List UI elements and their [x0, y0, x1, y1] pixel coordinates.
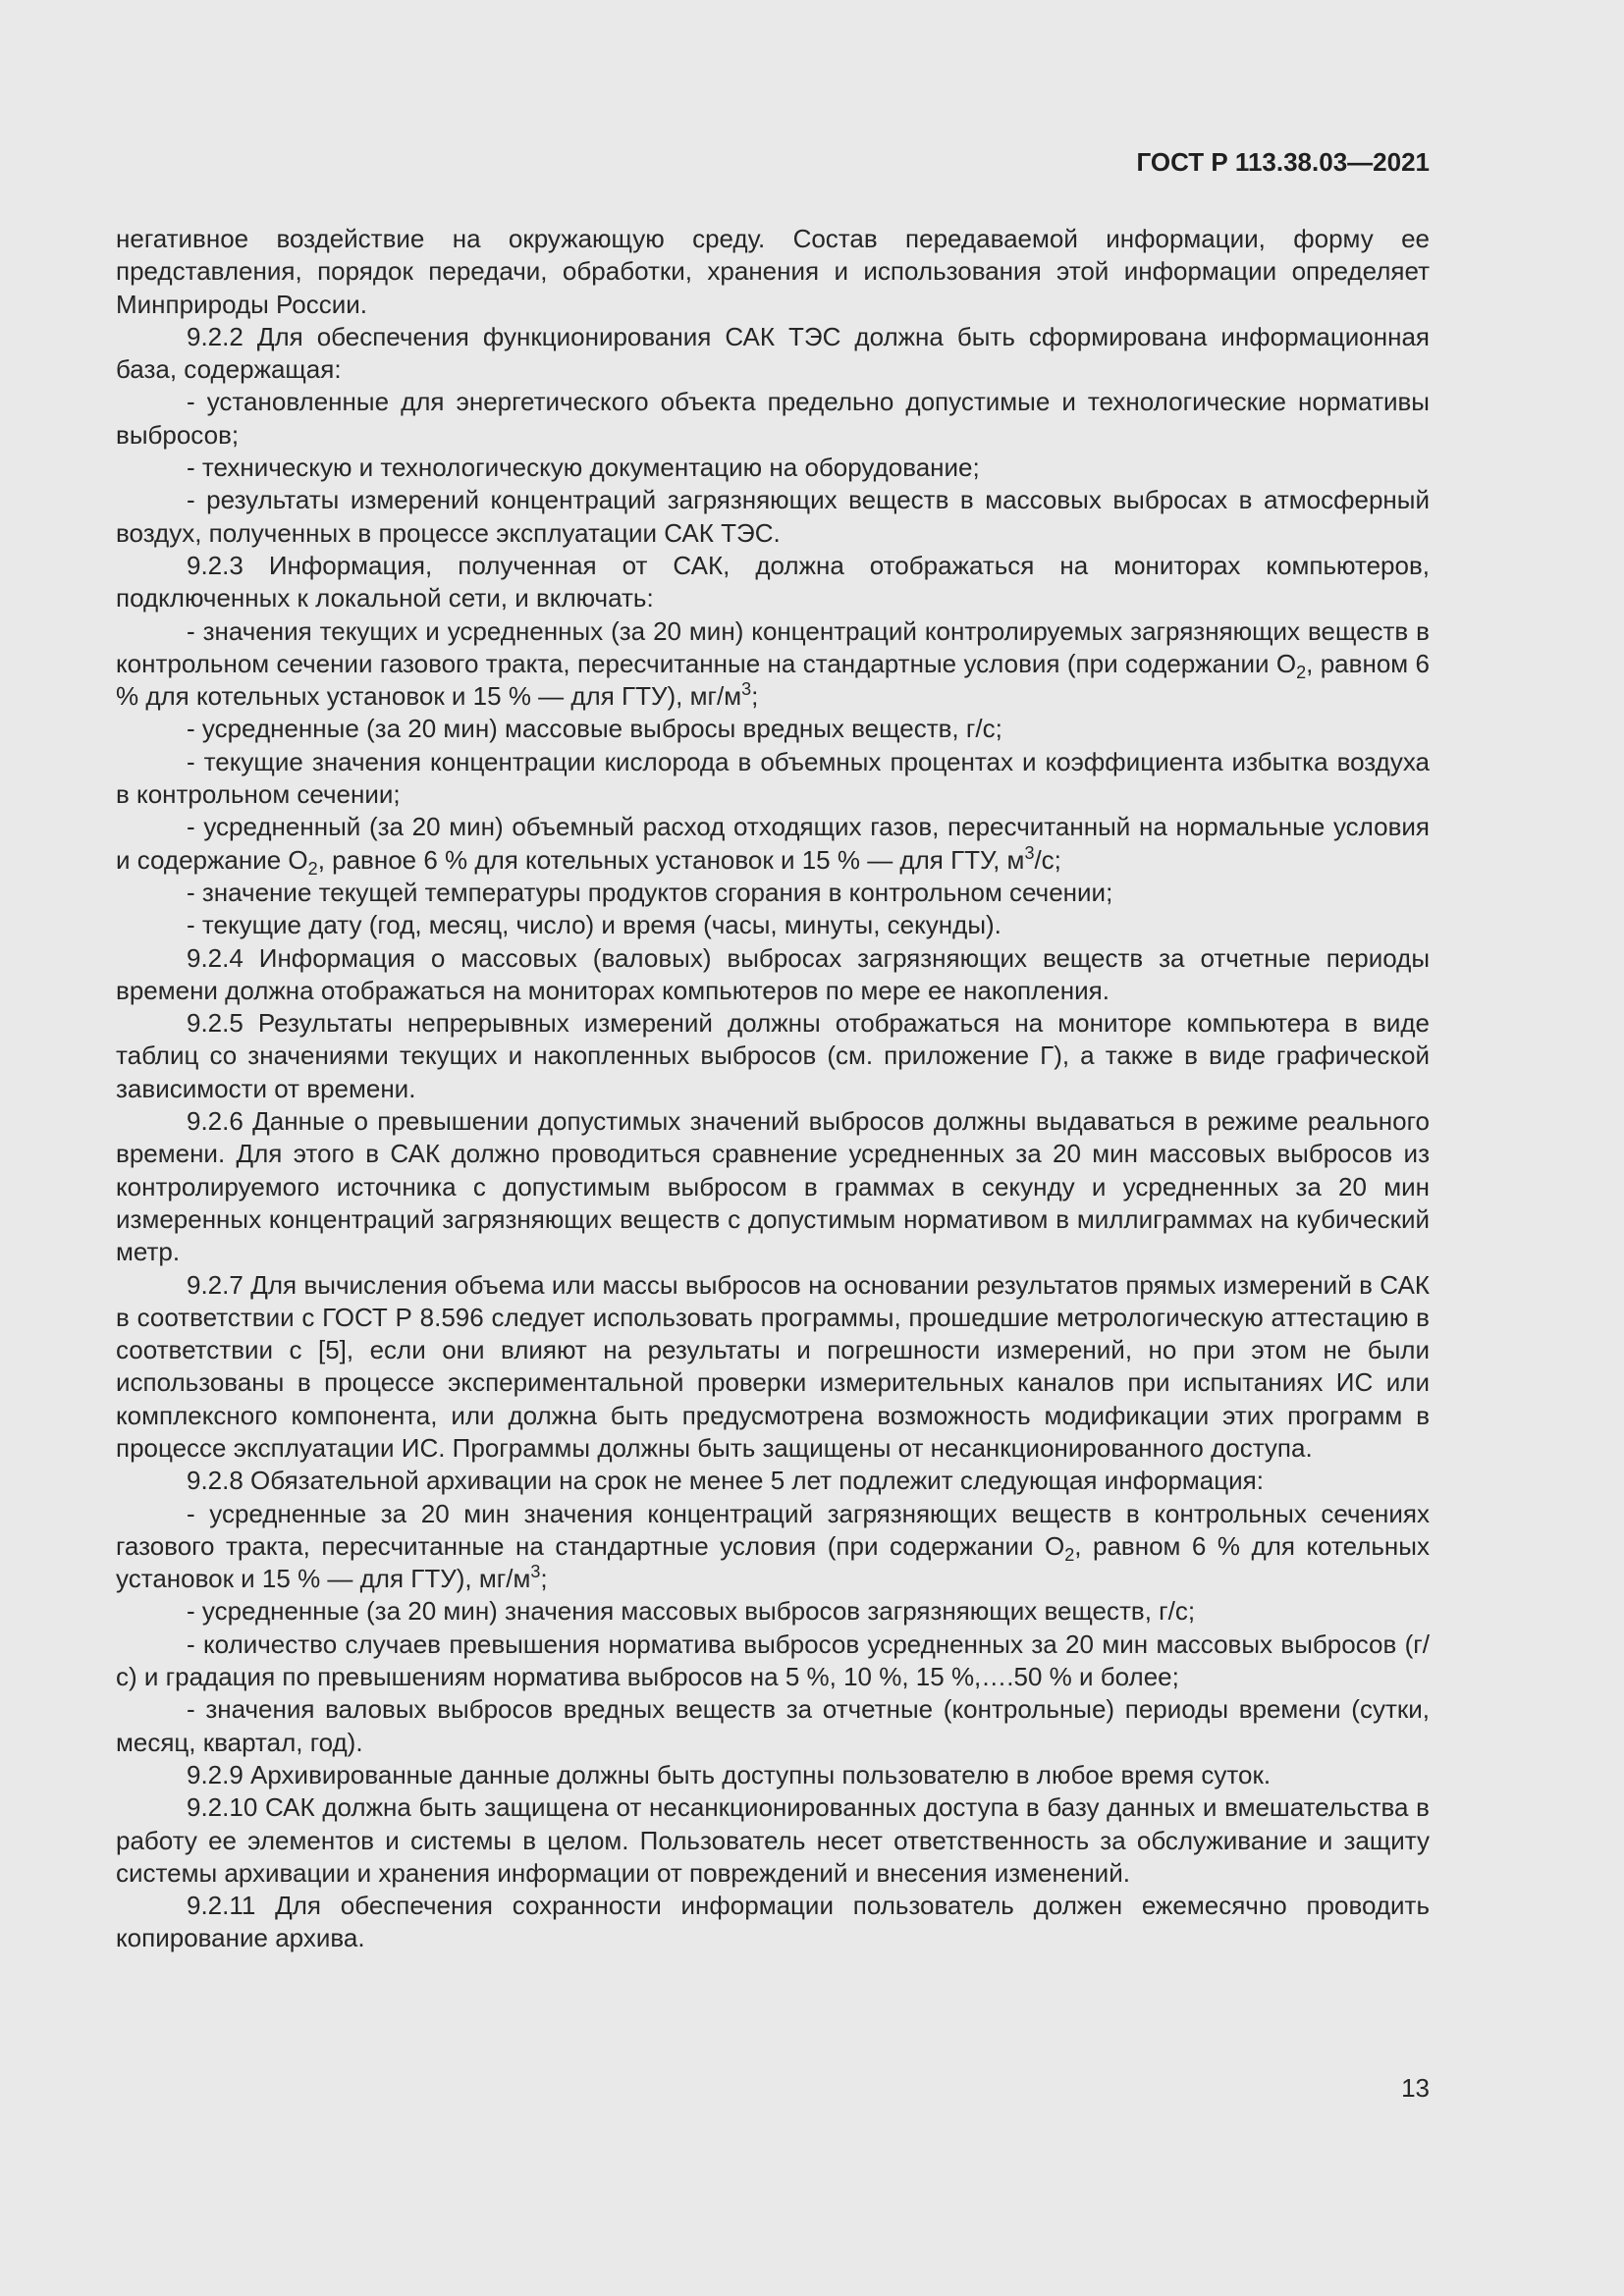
document-body — [116, 223, 1430, 1955]
paragraph: - установленные для энергетического объекта предельно допустимые и технологические нормативы выбросов; — [116, 387, 1430, 450]
paragraph: - результаты измерений концентраций загрязняющих веществ в массовых выбросах в атмосферный воздух, полученных в процессе эксплуатации САК ТЭС. — [116, 485, 1430, 548]
paragraph: - текущие дату (год, месяц, число) и время (часы, минуты, секунды). — [187, 910, 1001, 940]
paragraph: 9.2.6 Данные о превышении допустимых значений выбросов должны выдаваться в режиме реального времени. Для этого в САК должно проводиться сравнение усредненных за 20 мин массовых выбросов из контролируемого источника с допустимым выбросом в граммах в секунду и усредненных за 20 мин измеренных концентраций загрязняющих веществ с допустимым нормативом в миллиграммах на кубический метр. — [116, 1106, 1430, 1267]
paragraph: негативное воздействие на окружающую среду. Состав передаваемой информации, форму ее представления, порядок передачи, обработки, хранения и использования этой информации определяет Минприроды России. — [116, 224, 1430, 319]
paragraph: 9.2.9 Архивированные данные должны быть доступны пользователю в любое время суток. — [187, 1759, 1272, 1789]
text-run: /с; — [1034, 844, 1061, 875]
paragraph: - значения валовых выбросов вредных веществ за отчетные (контрольные) периоды времени (сутки, месяц, квартал, год). — [116, 1694, 1430, 1757]
paragraph — [116, 615, 1430, 714]
paragraph: 9.2.10 САК должна быть защищена от несанкционированных доступа в базу данных и вмешательства в работу ее элементов и системы в целом. Пользователь несет ответственность за обслуживание и защиту системы архивации и хранения информации от повреждений и внесения изменений. — [116, 1792, 1430, 1888]
subscript: 2 — [1064, 1544, 1075, 1565]
subscript: 2 — [307, 858, 318, 879]
superscript: 3 — [1024, 842, 1035, 863]
paragraph: 9.2.5 Результаты непрерывных измерений должны отображаться на мониторе компьютера в виде таблиц со значениями текущих и накопленных выбросов (см. приложение Г), а также в виде графической зависимости от времени. — [116, 1008, 1430, 1103]
page-number: 13 — [1401, 2073, 1430, 2103]
paragraph: 9.2.3 Информация, полученная от САК, должна отображаться на мониторах компьютеров, подключенных к локальной сети, и включать: — [116, 550, 1430, 614]
paragraph — [116, 811, 1430, 877]
paragraph: - текущие значения концентрации кислорода в объемных процентах и коэффициента избытка воздуха в контрольном сечении; — [116, 746, 1430, 810]
paragraph: 9.2.7 Для вычисления объема или массы выбросов на основании результатов прямых измерений в САК в соответствии с ГОСТ Р 8.596 следует использовать программы, прошедшие метрологическую аттестацию в соответствии с [5], если они влияют на результаты и погрешности измерений, но при этом не были использованы в процессе экспериментальной проверки измерительных каналов при испытаниях ИС или комплексного компонента, или должна быть предусмотрена возможность модификации этих программ в процессе эксплуатации ИС. Программы должны быть защищены от несанкционированного доступа. — [116, 1269, 1430, 1463]
paragraph: - количество случаев превышения норматива выбросов усредненных за 20 мин массовых выбросов (г/с) и градация по превышениям норматива выбросов на 5 %, 10 %, 15 %,….50 % и более; — [116, 1629, 1430, 1692]
text-run: , равное 6 % для котельных установок и 15 % — для ГТУ, м — [317, 844, 1025, 875]
text-run: - значения текущих и усредненных (за 20 мин) концентраций контролируемых загрязняющих веществ в контрольном сечении газового тракта, пересчитанные на стандартные условия (при содержании О — [116, 615, 1430, 678]
paragraph: 9.2.2 Для обеспечения функционирования САК ТЭС должна быть сформирована информационная база, содержащая: — [116, 321, 1430, 385]
paragraph: - усредненные (за 20 мин) массовые выбросы вредных веществ, г/с; — [187, 714, 1002, 744]
paragraph — [116, 1498, 1430, 1596]
text-run: ; — [751, 681, 759, 712]
paragraph: 9.2.4 Информация о массовых (валовых) выбросах загрязняющих веществ за отчетные периоды времени должна отображаться на мониторах компьютеров по мере ее накопления. — [116, 942, 1430, 1005]
text-run: , равном 6 % для котельных установок и 15 % — для ГТУ), мг/м — [116, 648, 1430, 712]
text-run: - усредненные за 20 мин значения концентраций загрязняющих веществ в контрольных сечениях газового тракта, пересчитанные на стандартные условия (при содержании О — [116, 1498, 1430, 1561]
superscript: 3 — [530, 1562, 541, 1582]
paragraph: - значение текущей температуры продуктов сгорания в контрольном сечении; — [187, 877, 1113, 907]
paragraph: 9.2.8 Обязательной архивации на срок не менее 5 лет подлежит следующая информация: — [187, 1466, 1264, 1496]
document-header: ГОСТ Р 113.38.03—2021 — [1136, 147, 1430, 177]
paragraph: 9.2.11 Для обеспечения сохранности информации пользователь должен ежемесячно проводить копирование архива. — [116, 1891, 1430, 1953]
text-run: , равном 6 % для котельных установок и 15 % — для ГТУ), мг/м — [116, 1530, 1430, 1594]
superscript: 3 — [741, 679, 752, 700]
paragraph: - техническую и технологическую документацию на оборудование; — [187, 453, 980, 483]
paragraph: - усредненные (за 20 мин) значения массовых выбросов загрязняющих веществ, г/с; — [187, 1596, 1196, 1627]
text-run: - усредненный (за 20 мин) объемный расход отходящих газов, пересчитанный на нормальные условия и содержание О — [116, 812, 1430, 875]
text-run: ; — [540, 1564, 548, 1594]
subscript: 2 — [1296, 662, 1307, 682]
